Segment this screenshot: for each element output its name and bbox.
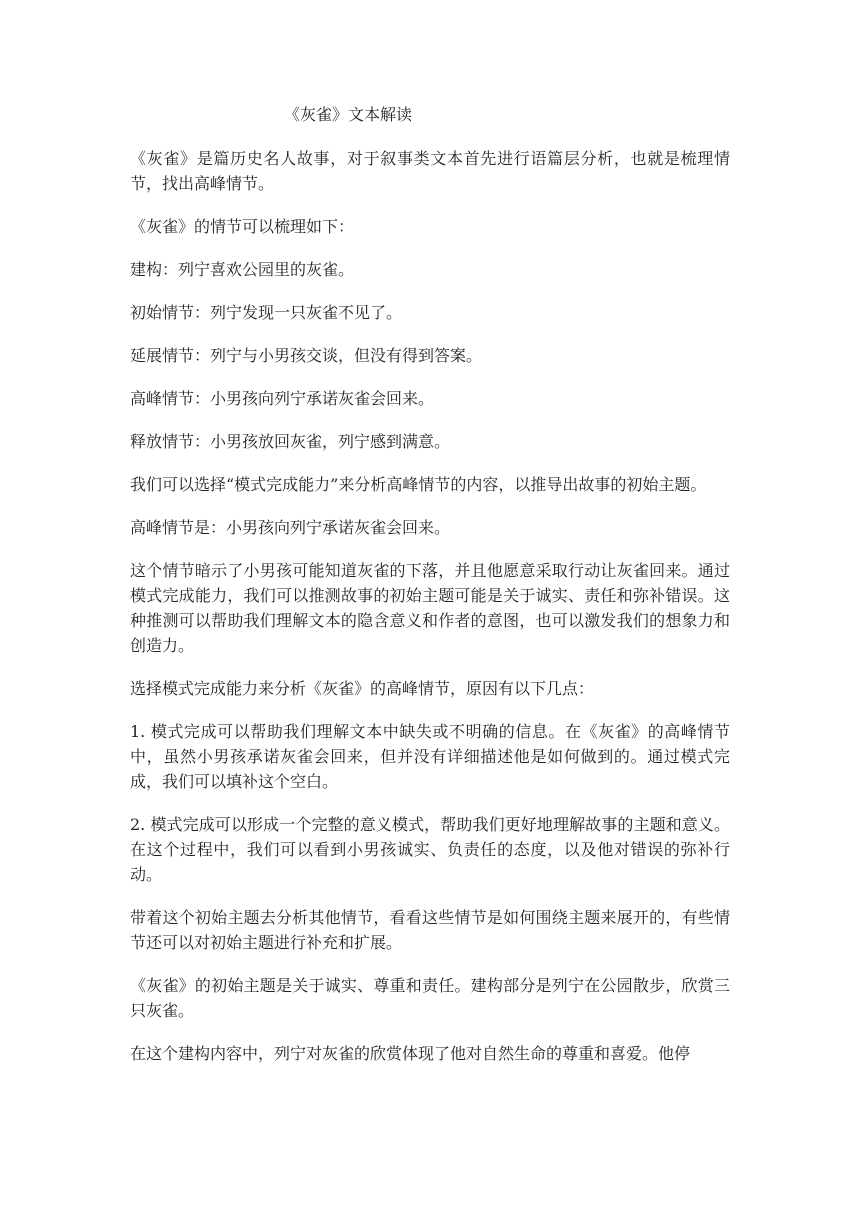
paragraph-initial-theme: 《灰雀》的初始主题是关于诚实、尊重和责任。建构部分是列宁在公园散步，欣赏三只灰雀。 xyxy=(130,976,730,1020)
paragraph-climax-restated: 高峰情节是：小男孩向列宁承诺灰雀会回来。 xyxy=(130,518,451,537)
paragraph-reasons-heading: 选择模式完成能力来分析《灰雀》的高峰情节，原因有以下几点： xyxy=(130,679,595,698)
paragraph-plot-extension: 延展情节：列宁与小男孩交谈，但没有得到答案。 xyxy=(130,346,483,365)
paragraph-plot-heading: 《灰雀》的情节可以梳理如下： xyxy=(130,217,355,236)
paragraph-plot-initial: 初始情节：列宁发现一只灰雀不见了。 xyxy=(130,303,403,322)
paragraph-reason-1: 1. 模式完成可以帮助我们理解文本中缺失或不明确的信息。在《灰雀》的高峰情节中，虽然小男孩承诺灰雀会回来，但并没有详细描述他是如何做到的。通过模式完成，我们可以填补这个空白。 xyxy=(130,722,730,791)
paragraph-intro: 《灰雀》是篇历史名人故事，对于叙事类文本首先进行语篇层分析，也就是梳理情节，找出高峰情节。 xyxy=(130,149,730,193)
document-body xyxy=(130,146,730,1084)
paragraph-pattern-choice: 我们可以选择“模式完成能力”来分析高峰情节的内容，以推导出故事的初始主题。 xyxy=(130,475,707,494)
paragraph-inference: 这个情节暗示了小男孩可能知道灰雀的下落，并且他愿意采取行动让灰雀回来。通过模式完成能力，我们可以推测故事的初始主题可能是关于诚实、责任和弥补错误。这种推测可以帮助我们理解文本的隐含意义和作者的意图，也可以激发我们的想象力和创造力。 xyxy=(130,561,730,655)
paragraph-theme-analysis: 带着这个初始主题去分析其他情节，看看这些情节是如何围绕主题来展开的，有些情节还可以对初始主题进行补充和扩展。 xyxy=(130,908,730,952)
paragraph-plot-release: 释放情节：小男孩放回灰雀，列宁感到满意。 xyxy=(130,432,451,451)
paragraph-plot-construct: 建构：列宁喜欢公园里的灰雀。 xyxy=(130,260,355,279)
paragraph-plot-climax: 高峰情节：小男孩向列宁承诺灰雀会回来。 xyxy=(130,389,435,408)
paragraph-reason-2: 2. 模式完成可以形成一个完整的意义模式，帮助我们更好地理解故事的主题和意义。在这个过程中，我们可以看到小男孩诚实、负责任的态度，以及他对错误的弥补行动。 xyxy=(130,815,730,884)
document-title: 《灰雀》文本解读 xyxy=(284,105,413,124)
paragraph-construct-analysis: 在这个建构内容中，列宁对灰雀的欣赏体现了他对自然生命的尊重和喜爱。他停 xyxy=(130,1044,691,1063)
